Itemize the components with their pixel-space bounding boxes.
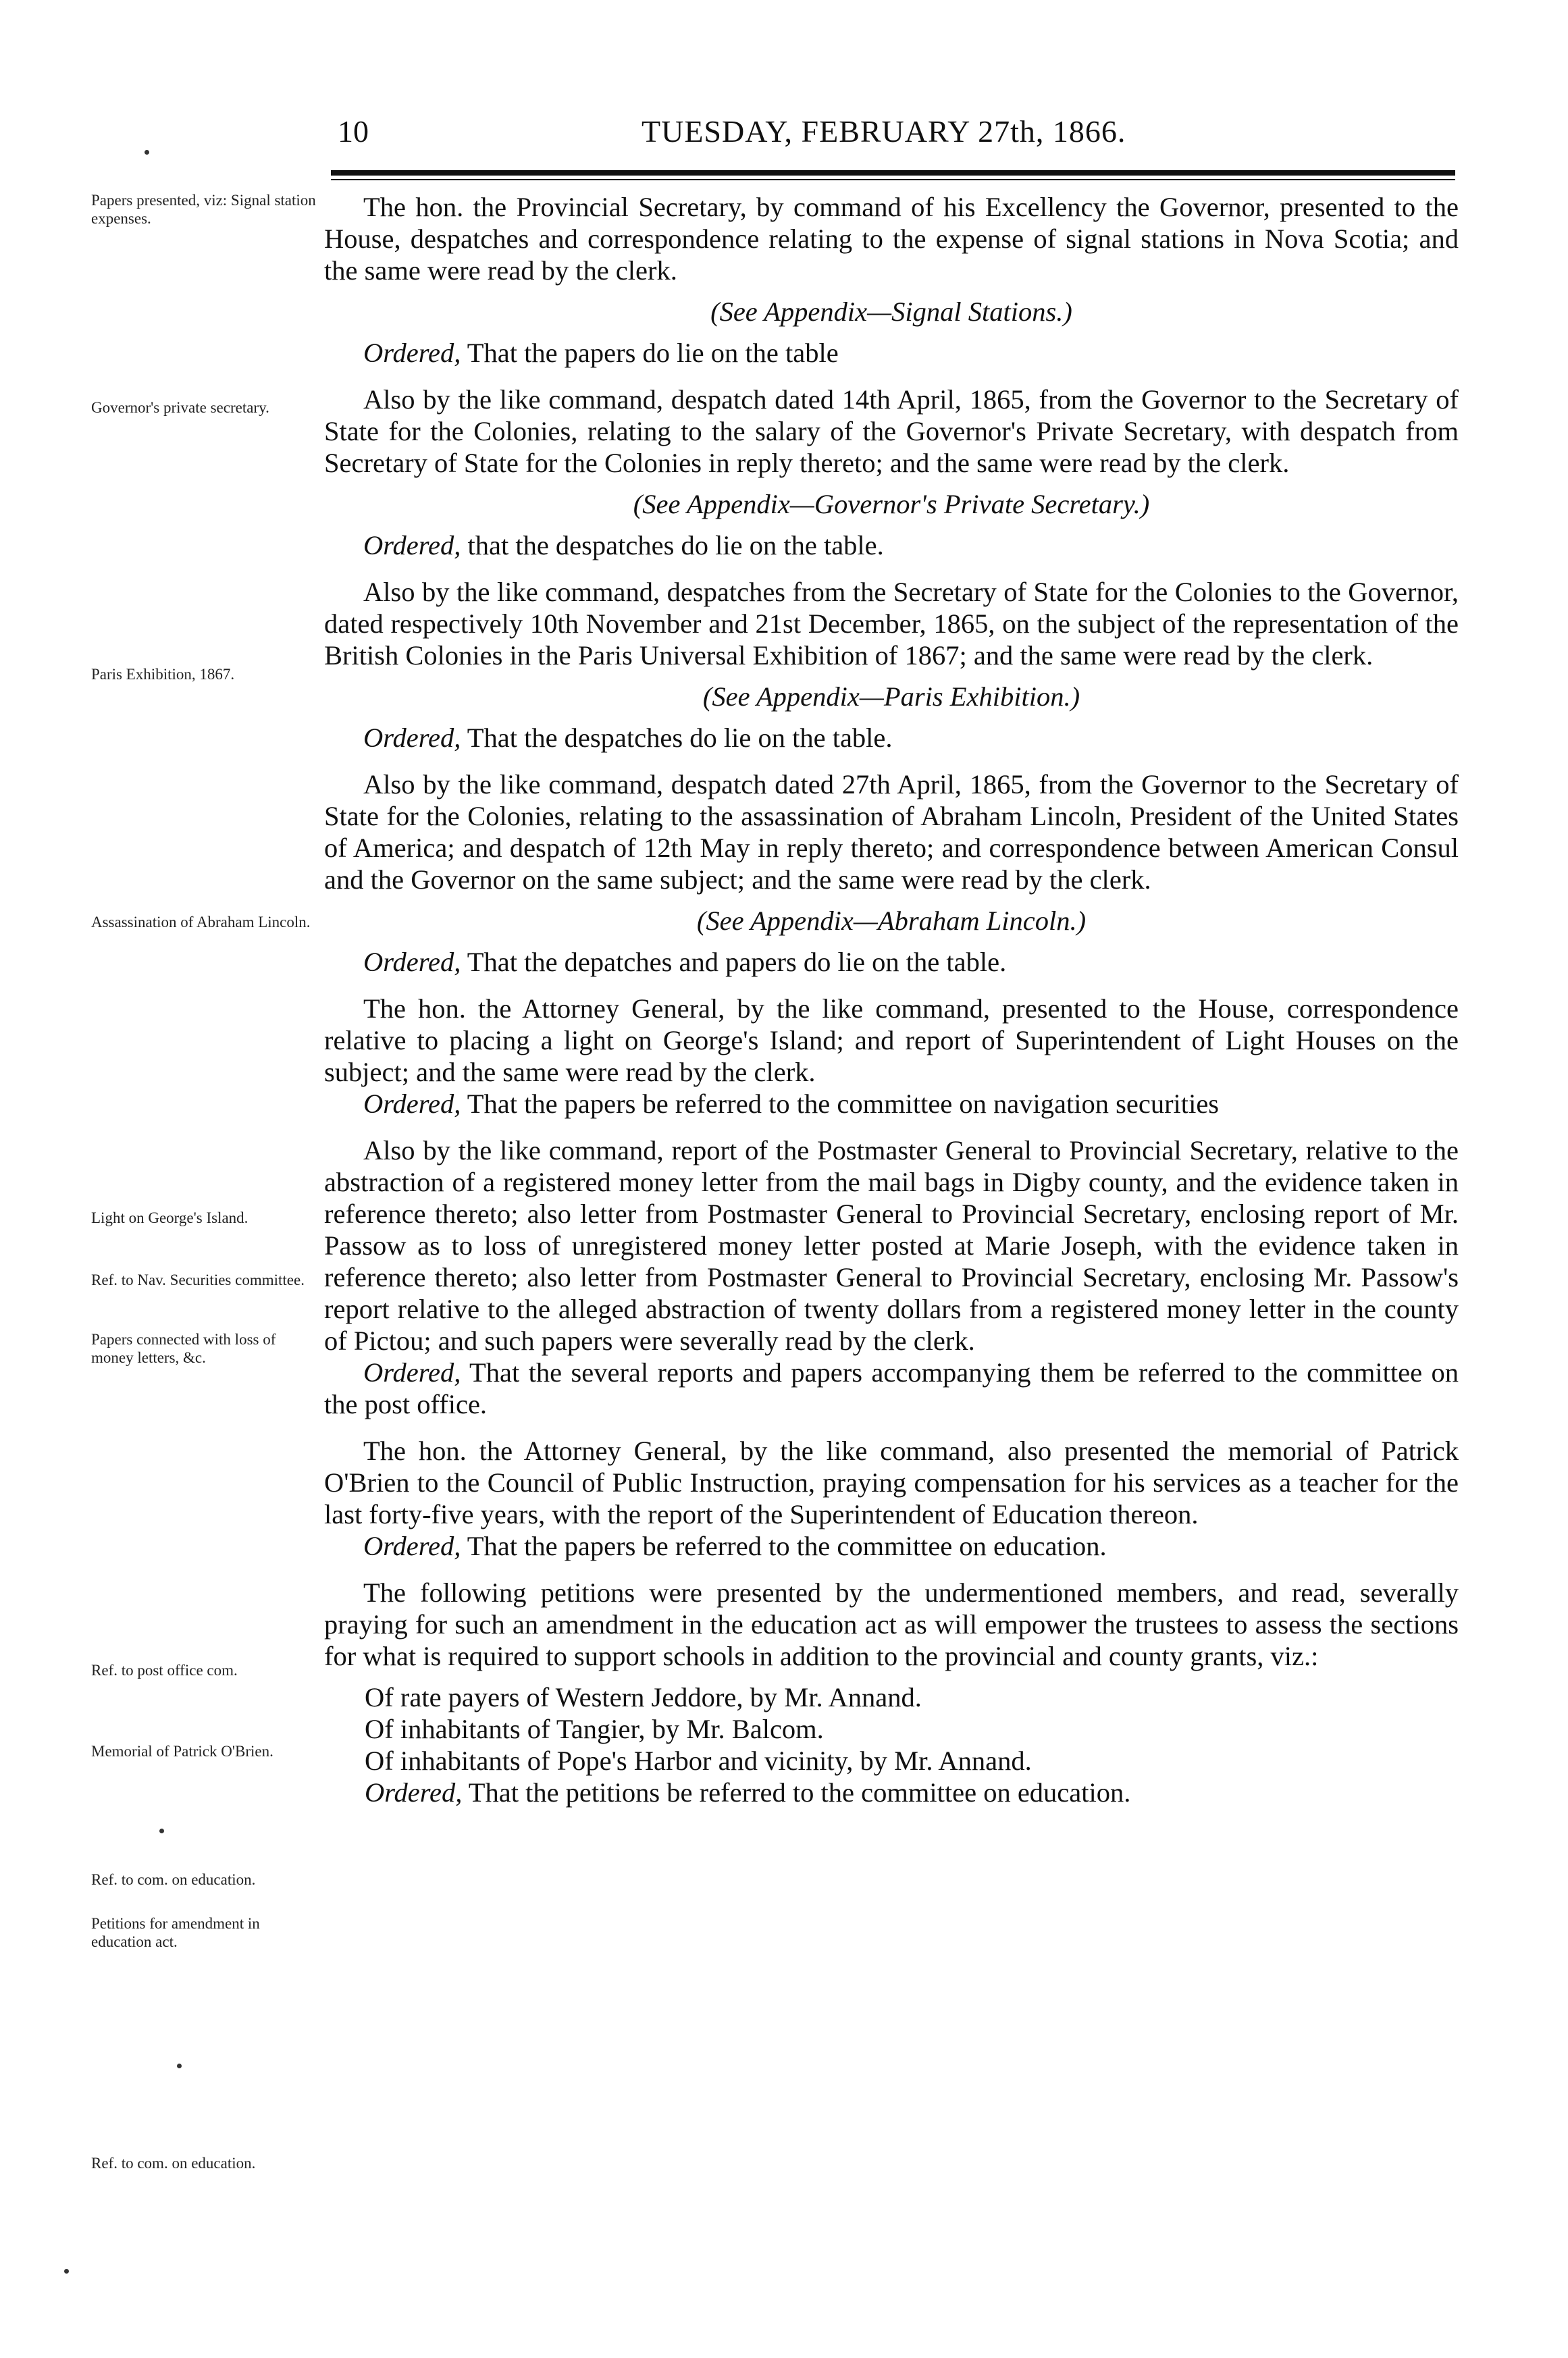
- paragraph-signal-stations: The hon. the Provincial Secretary, by command of his Excellency the Governor, presented to the House, despatches and correspondence relating to the expense of signal stations in Nova Scotia; and the same were read by the clerk.: [324, 192, 1459, 286]
- margin-note-post-office: Ref. to post office com.: [91, 1662, 238, 1679]
- ordered-word: Ordered,: [363, 723, 461, 753]
- margin-note-ref-education-2: Ref. to com. on education.: [91, 2155, 256, 2172]
- order-signal-stations: [324, 337, 1459, 369]
- order-text: That the petitions be referred to the committee on education.: [462, 1777, 1131, 1808]
- order-education-2: [324, 1777, 1459, 1808]
- order-private-secretary: [324, 529, 1459, 561]
- appendix-ref-paris-exhibition: (See Appendix—Paris Exhibition.): [702, 681, 1080, 712]
- ordered-word: Ordered,: [363, 947, 461, 977]
- margin-note-paris-exhibition: Paris Exhibition, 1867.: [91, 666, 235, 683]
- margin-note-private-secretary: Governor's private secretary.: [91, 399, 269, 416]
- ordered-word: Ordered,: [363, 1531, 461, 1561]
- print-speck: [159, 1829, 164, 1833]
- main-text: [324, 191, 1459, 1808]
- order-text: That the despatches do lie on the table.: [461, 723, 893, 753]
- order-paris-exhibition: [324, 722, 1459, 754]
- order-lincoln: [324, 946, 1459, 978]
- paragraph-georges-island: The hon. the Attorney General, by the like command, presented to the House, correspondence relative to placing a light on George's Island; and report of Superintendent of Light Houses on the subject; and the same were read by the clerk.: [324, 993, 1459, 1087]
- appendix-ref-private-secretary: (See Appendix—Governor's Private Secretary.): [633, 489, 1150, 519]
- print-speck: [64, 2269, 69, 2274]
- order-text: That the papers be referred to the committee on navigation securities: [461, 1089, 1220, 1119]
- petition-item: Of inhabitants of Pope's Harbor and vicinity, by Mr. Annand.: [365, 1746, 1032, 1776]
- order-text: That the several reports and papers accompanying them be referred to the committee on the post office.: [324, 1357, 1459, 1419]
- order-text: That the papers be referred to the committee on education.: [461, 1531, 1107, 1561]
- ordered-word: Ordered,: [363, 1089, 461, 1119]
- header-rule-thin: [331, 179, 1455, 180]
- paragraph-patrick-obrien: The hon. the Attorney General, by the like command, also presented the memorial of Patrick O'Brien to the Council of Public Instruction, praying compensation for his services as a teacher for the last forty-five years, with the report of the Superintendent of Education thereon.: [324, 1436, 1459, 1529]
- order-text: That the papers do lie on the table: [461, 338, 839, 368]
- margin-note-nav-securities: Ref. to Nav. Securities committee.: [91, 1272, 305, 1288]
- paragraph-paris-exhibition: Also by the like command, despatches from the Secretary of State for the Colonies to the Governor, dated respectively 10th November and 21st December, 1865, on the subject of the representation of the British Colonies in the Paris Universal Exhibition of 1867; and the same were read by the clerk.: [324, 577, 1459, 671]
- paragraph-private-secretary: Also by the like command, despatch dated 14th April, 1865, from the Governor to the Secretary of State for the Colonies, relating to the salary of the Governor's Private Secretary, with despatch from Secretary of State for the Colonies in reply thereto; and the same were read by the clerk.: [324, 384, 1459, 478]
- petition-item: Of rate payers of Western Jeddore, by Mr. Annand.: [365, 1682, 922, 1712]
- order-text: That the depatches and papers do lie on the table.: [461, 947, 1007, 977]
- appendix-ref-signal-stations: (See Appendix—Signal Stations.): [710, 296, 1072, 327]
- paragraph-petitions: The following petitions were presented by the undermentioned members, and read, severally praying for such an amendment in the education act as will empower the trustees to assess the sections for what is required to support schools in addition to the provincial and county grants, viz.:: [324, 1577, 1459, 1671]
- order-text: that the despatches do lie on the table.: [461, 530, 884, 560]
- petition-item: Of inhabitants of Tangier, by Mr. Balcom.: [365, 1714, 824, 1744]
- ordered-word: Ordered,: [363, 1357, 461, 1388]
- order-post-office: [324, 1357, 1459, 1420]
- paragraph-lincoln: Also by the like command, despatch dated 27th April, 1865, from the Governor to the Secretary of State for the Colonies, relating to the assassination of Abraham Lincoln, President of the United States of America; and despatch of 12th May in reply thereto; and correspondence between American Consul and the Governor on the same subject; and the same were read by the clerk.: [324, 769, 1459, 895]
- margin-note-ref-education-1: Ref. to com. on education.: [91, 1871, 256, 1888]
- page-number: 10: [338, 114, 369, 149]
- margin-note-petitions-education: Petitions for amendment in education act.: [91, 1915, 260, 1950]
- margin-note-georges-island: Light on George's Island.: [91, 1209, 249, 1226]
- ordered-word: Ordered,: [363, 338, 461, 368]
- page-header: [324, 113, 1465, 161]
- margin-note-money-letters: Papers connected with loss of money letters, &c.: [91, 1331, 276, 1366]
- ordered-word: Ordered,: [363, 530, 461, 560]
- paragraph-money-letters: Also by the like command, report of the Postmaster General to Provincial Secretary, relative to the abstraction of a registered money letter from the mail bags in Digby county, and the evidence taken in reference thereto; also letter from Postmaster General to Provincial Secretary, enclosing report of Mr. Passow as to loss of unregistered money letter posted at Marie Joseph, with the evidence taken in reference thereto; also letter from Postmaster General to Provincial Secretary, enclosing Mr. Passow's report relative to the alleged abstraction of twenty dollars from a registered money letter in the county of Pictou; and such papers were severally read by the clerk.: [324, 1135, 1459, 1356]
- print-speck: [145, 150, 149, 155]
- margin-note-patrick-obrien: Memorial of Patrick O'Brien.: [91, 1743, 273, 1760]
- order-georges-island: [324, 1088, 1459, 1120]
- margin-note-signal-stations: Papers presented, viz: Signal station expenses.: [91, 192, 316, 227]
- date-line: TUESDAY, FEBRUARY 27th, 1866.: [642, 114, 1126, 149]
- print-speck: [177, 2064, 182, 2068]
- appendix-ref-lincoln: (See Appendix—Abraham Lincoln.): [696, 906, 1087, 936]
- order-education-1: [324, 1530, 1459, 1562]
- ordered-word: Ordered,: [365, 1777, 463, 1808]
- header-rule-thick: [331, 170, 1455, 176]
- margin-note-lincoln: Assassination of Abraham Lincoln.: [91, 914, 311, 931]
